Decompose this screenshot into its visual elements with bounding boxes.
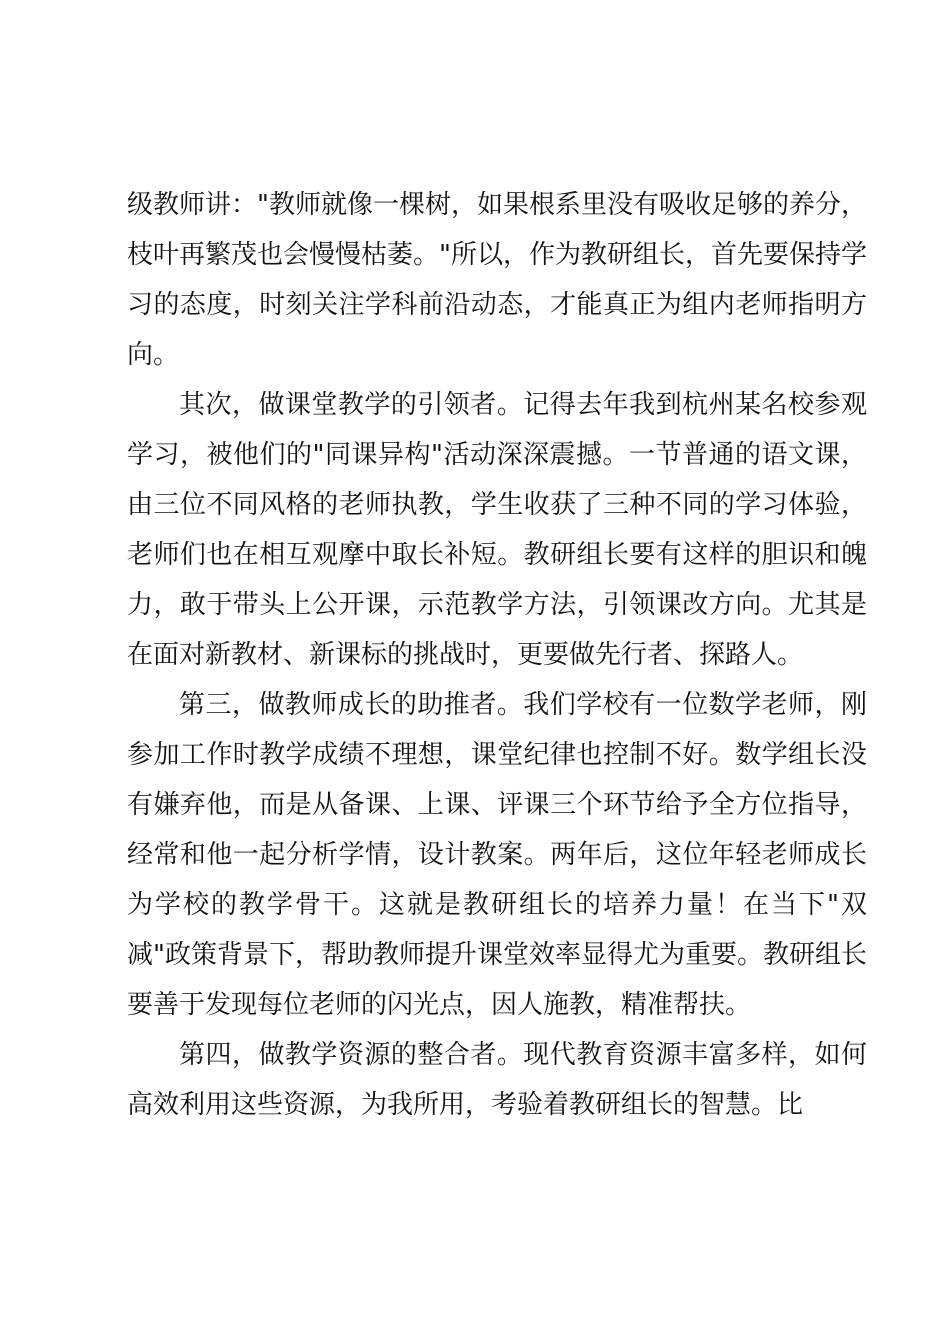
body-text xyxy=(127,180,867,1130)
paragraph-second: 其次，做课堂教学的引领者。记得去年我到杭州某名校参观学习，被他们的"同课异构"活动深深震撼。一节普通的语文课，由三位不同风格的老师执教，学生收获了三种不同的学习体验，老师们也在相互观摩中取长补短。教研组长要有这样的胆识和魄力，敢于带头上公开课，示范教学方法，引领课改方向。尤其是在面对新教材、新课标的挑战时，更要做先行者、探路人。 xyxy=(127,390,867,670)
paragraph-continued: 级教师讲："教师就像一棵树，如果根系里没有吸收足够的养分，枝叶再繁茂也会慢慢枯萎。"所以，作为教研组长，首先要保持学习的态度，时刻关注学科前沿动态，才能真正为组内老师指明方向。 xyxy=(127,190,867,370)
paragraph-fourth: 第四，做教学资源的整合者。现代教育资源丰富多样，如何高效利用这些资源，为我所用，考验着教研组长的智慧。比 xyxy=(127,1040,867,1120)
paragraph-third: 第三，做教师成长的助推者。我们学校有一位数学老师，刚参加工作时教学成绩不理想，课堂纪律也控制不好。数学组长没有嫌弃他，而是从备课、上课、评课三个环节给予全方位指导，经常和他一起分析学情，设计教案。两年后，这位年轻老师成长为学校的教学骨干。这就是教研组长的培养力量！在当下"双减"政策背景下，帮助教师提升课堂效率显得尤为重要。教研组长要善于发现每位老师的闪光点，因人施教，精准帮扶。 xyxy=(127,690,867,1020)
